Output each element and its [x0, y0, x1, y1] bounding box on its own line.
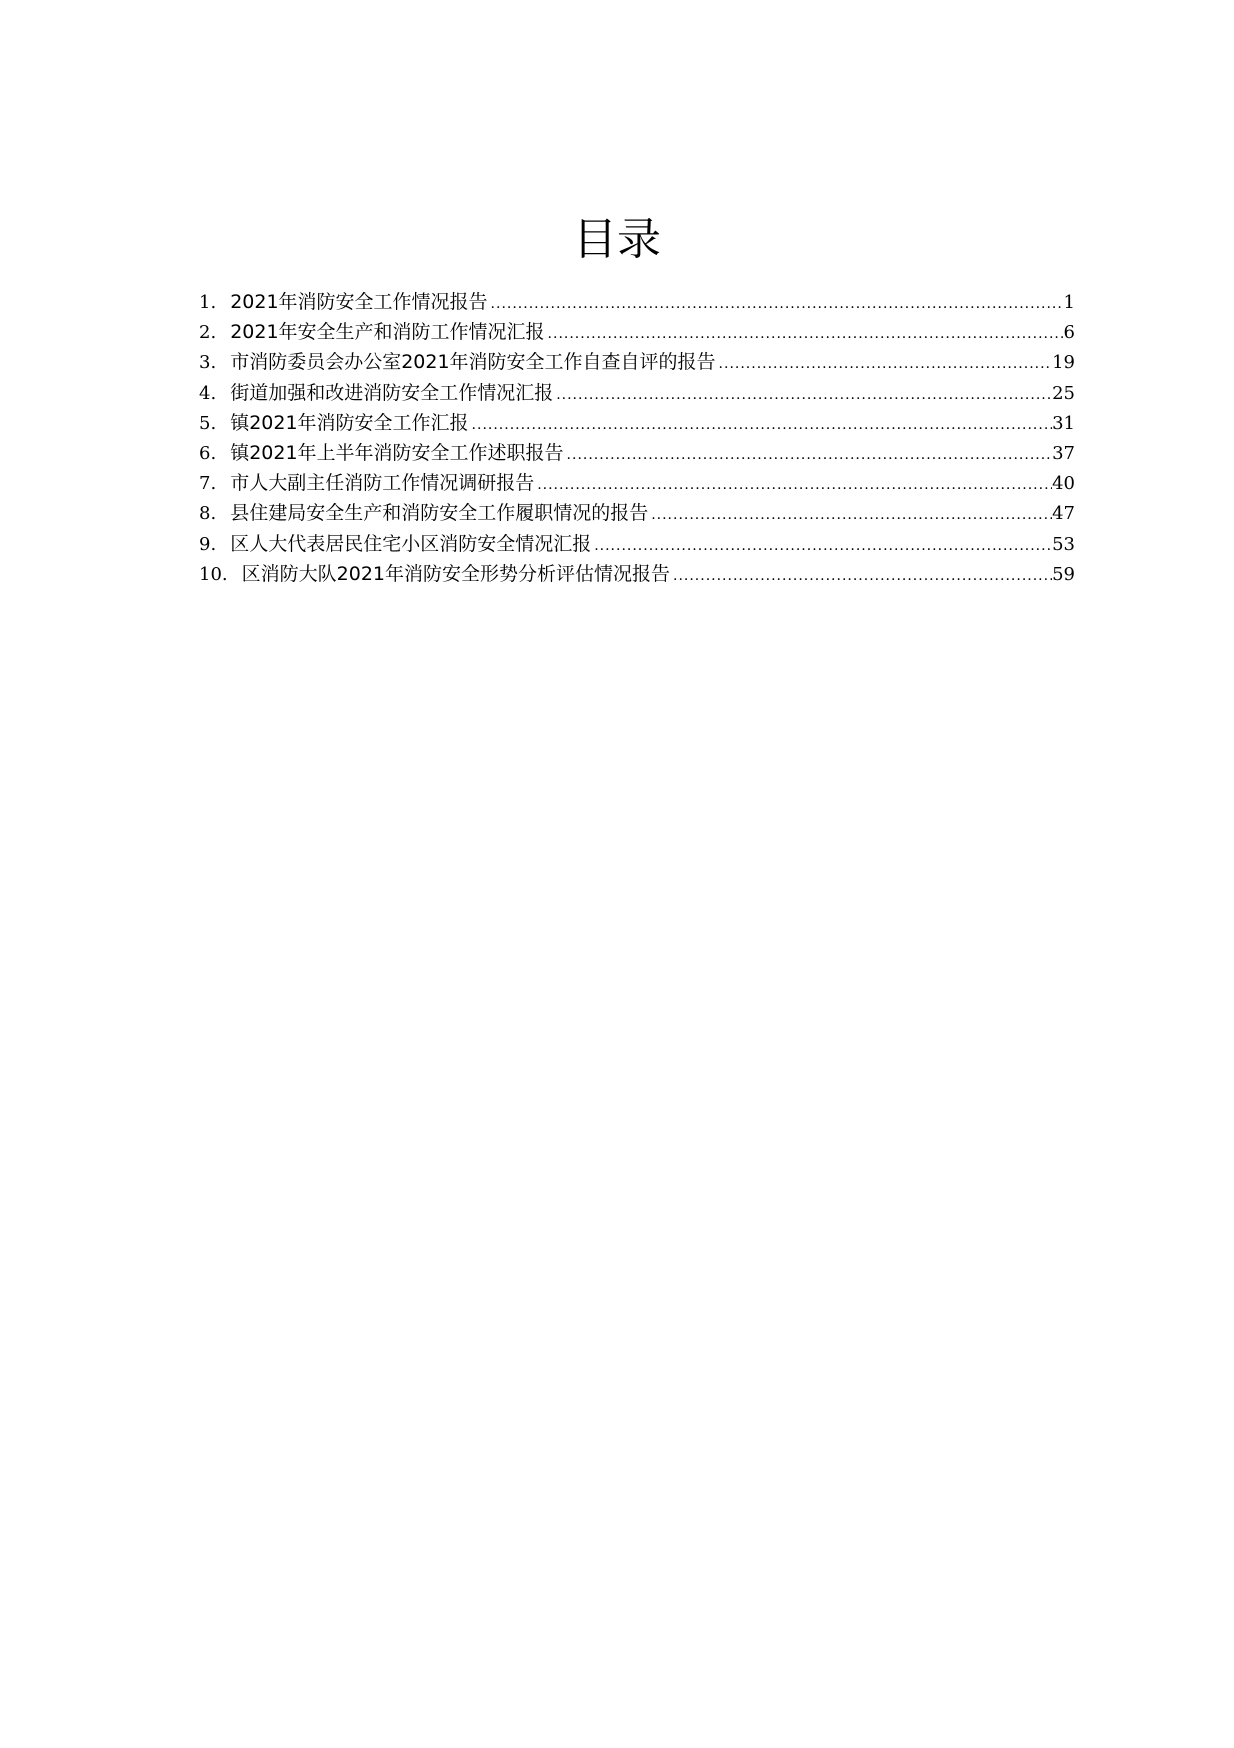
toc-entry-page: 47: [1052, 503, 1075, 525]
toc-entry-number: 2.: [199, 322, 217, 344]
toc-dot-leader: [564, 440, 1053, 468]
toc-entry[interactable]: [199, 498, 1075, 528]
toc-dot-leader: [553, 380, 1052, 408]
toc-entry-number: 5.: [199, 412, 217, 434]
toc-entry-page: 19: [1052, 352, 1075, 374]
toc-entry-page: 1: [1063, 292, 1075, 313]
toc-entry-page: 25: [1052, 382, 1075, 404]
toc-entry-number: 9.: [199, 533, 217, 555]
toc-entry-page: 40: [1052, 473, 1075, 495]
toc-entry[interactable]: [199, 378, 1075, 408]
toc-entry-title: 镇2021年消防安全工作汇报: [230, 411, 469, 434]
toc-entry-title: 县住建局安全生产和消防安全工作履职情况的报告: [230, 502, 649, 525]
toc-entry-number: 4.: [199, 382, 217, 404]
toc-dot-leader: [534, 470, 1052, 498]
toc-dot-leader: [591, 531, 1052, 559]
toc-entry[interactable]: [199, 347, 1075, 377]
toc-entry-title: 区消防大队2021年消防安全形势分析评估情况报告: [241, 562, 670, 585]
toc-entry-page: 59: [1052, 563, 1075, 585]
toc-entry[interactable]: [199, 468, 1075, 498]
toc-entry-title: 市人大副主任消防工作情况调研报告: [230, 472, 535, 495]
toc-entry-title: 2021年消防安全工作情况报告: [230, 291, 488, 313]
toc-entry-number: 10.: [199, 563, 228, 585]
toc-entry[interactable]: [199, 287, 1075, 317]
toc-dot-leader: [488, 289, 1064, 317]
table-of-contents: [199, 287, 1075, 589]
toc-entry[interactable]: [199, 317, 1075, 347]
toc-dot-leader: [648, 500, 1052, 528]
toc-dot-leader: [716, 349, 1053, 377]
toc-entry-number: 7.: [199, 473, 217, 495]
toc-entry[interactable]: [199, 438, 1075, 468]
toc-entry-page: 6: [1063, 322, 1075, 344]
toc-entry-title: 2021年安全生产和消防工作情况汇报: [230, 321, 545, 344]
toc-entry[interactable]: [199, 529, 1075, 559]
toc-entry-number: 1.: [199, 292, 217, 313]
toc-entry[interactable]: [199, 559, 1075, 589]
toc-entry-number: 3.: [199, 352, 217, 374]
toc-entry[interactable]: [199, 408, 1075, 438]
toc-entry-page: 53: [1052, 533, 1075, 555]
toc-title: 目录: [573, 214, 661, 265]
toc-entry-number: 8.: [199, 503, 217, 525]
toc-entry-number: 6.: [199, 442, 217, 464]
toc-dot-leader: [545, 319, 1064, 347]
toc-dot-leader: [670, 561, 1052, 589]
toc-entry-page: 31: [1052, 412, 1075, 434]
toc-entry-title: 街道加强和改进消防安全工作情况汇报: [230, 381, 554, 404]
toc-entry-title: 市消防委员会办公室2021年消防安全工作自查自评的报告: [230, 351, 716, 374]
toc-entry-title: 镇2021年上半年消防安全工作述职报告: [230, 441, 564, 464]
toc-dot-leader: [469, 410, 1053, 438]
toc-entry-page: 37: [1052, 442, 1075, 464]
toc-entry-title: 区人大代表居民住宅小区消防安全情况汇报: [230, 532, 592, 555]
